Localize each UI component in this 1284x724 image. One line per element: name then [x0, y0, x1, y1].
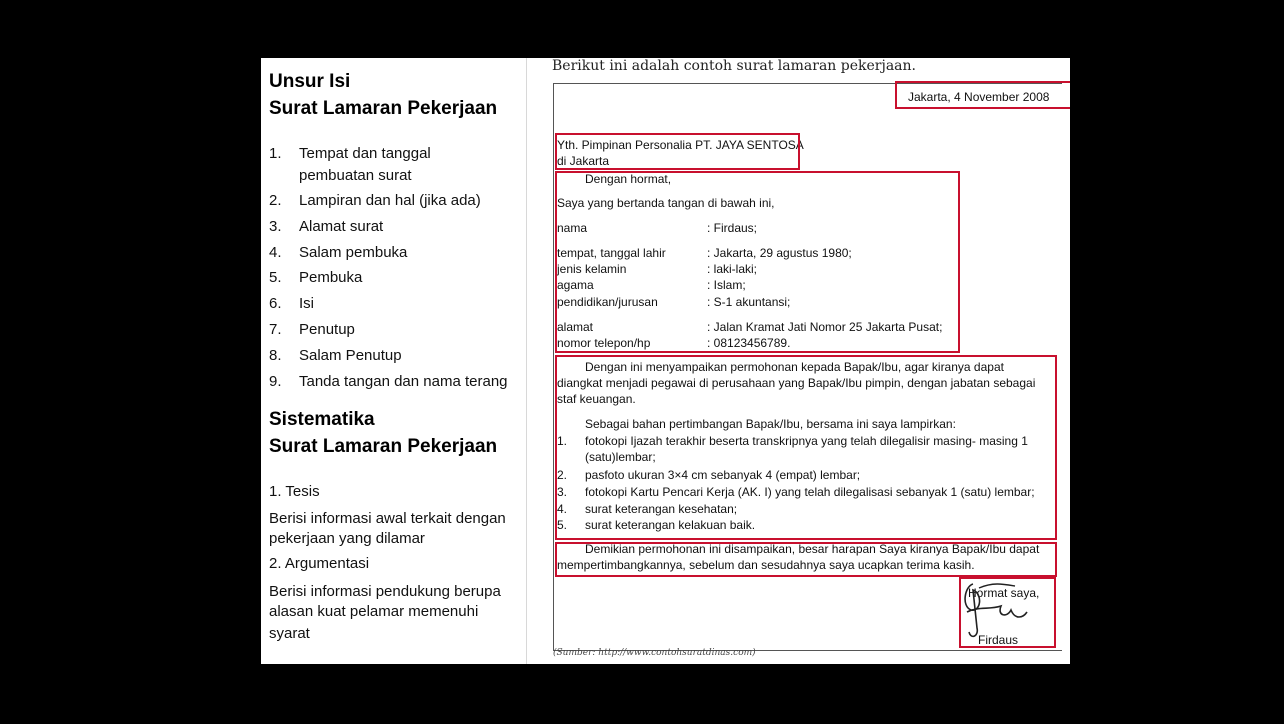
attachment-num: 3.	[557, 485, 568, 499]
letter-opening: Saya yang bertanda tangan di bawah ini,	[557, 196, 775, 210]
attachment-num: 5.	[557, 518, 568, 532]
letter-sample	[553, 83, 1062, 651]
tesis-desc-1: Berisi informasi awal terkait dengan	[269, 510, 506, 527]
field-label: jenis kelamin	[557, 262, 627, 276]
highlight-box-body	[555, 355, 1057, 540]
slide	[261, 58, 1070, 664]
letter-body-2: diangkat menjadi pegawai di perusahaan yang Bapak/Ibu pimpin, dengan jabatan sebagai	[557, 376, 1036, 390]
intro-text: Berikut ini adalah contoh surat lamaran pekerjaan.	[552, 58, 916, 74]
field-label: pendidikan/jurusan	[557, 295, 658, 309]
field-value: : laki-laki;	[707, 262, 758, 276]
argumentasi-desc-2: alasan kuat pelamar memenuhi	[269, 603, 479, 620]
argumentasi-desc-1: Berisi informasi pendukung berupa	[269, 583, 501, 600]
attachment-num: 2.	[557, 468, 568, 482]
attachment-num: 1.	[557, 434, 568, 448]
list-item-cont: pembuatan surat	[299, 167, 412, 184]
highlight-box-signature	[959, 577, 1056, 648]
letter-address-1: Yth. Pimpinan Personalia PT. JAYA SENTOSA	[557, 138, 804, 152]
letter-closing-1: Demikian permohonan ini disampaikan, besar harapan Saya kiranya Bapak/Ibu dapat	[585, 542, 1040, 556]
attachment-item: surat keterangan kesehatan;	[585, 502, 738, 516]
attachment-item: surat keterangan kelakuan baik.	[585, 518, 756, 532]
list-item: 4. Salam pembuka	[269, 244, 408, 261]
field-value: : Jakarta, 29 agustus 1980;	[707, 246, 852, 260]
list-item: 2. Lampiran dan hal (jika ada)	[269, 192, 481, 209]
list-item: 8. Salam Penutup	[269, 347, 402, 364]
field-label: agama	[557, 278, 594, 292]
right-panel	[527, 58, 1070, 664]
tesis-label: 1. Tesis	[269, 483, 320, 500]
highlight-box-address	[555, 133, 800, 170]
attachment-item: fotokopi Ijazah terakhir beserta transkripnya yang telah dilegalisir masing- masing 1	[585, 434, 1028, 448]
field-value: : 08123456789.	[707, 336, 791, 350]
letter-signer: Firdaus	[978, 633, 1019, 647]
highlight-box-opening	[555, 171, 960, 353]
left-panel	[261, 58, 526, 664]
highlight-box-closing	[555, 542, 1057, 577]
list-item: 3. Alamat surat	[269, 218, 384, 235]
list-item: 1. Tempat dan tanggal	[269, 145, 431, 162]
letter-address-2: di Jakarta	[557, 154, 610, 168]
list-item: 9. Tanda tangan dan nama terang	[269, 373, 508, 390]
field-label: alamat	[557, 320, 594, 334]
heading-sistematika: Sistematika	[269, 409, 375, 430]
heading-unsur-isi: Unsur Isi	[269, 71, 351, 92]
argumentasi-desc-3: syarat	[269, 625, 310, 642]
list-item: 5. Pembuka	[269, 269, 363, 286]
source-citation: (Sumber: http://www.contohsuratdinas.com)	[553, 648, 756, 658]
letter-body-1: Dengan ini menyampaikan permohonan kepada Bapak/Ibu, agar kiranya dapat	[585, 360, 1004, 374]
list-item: 6. Isi	[269, 295, 314, 312]
letter-salutation: Hormat saya,	[968, 586, 1040, 600]
field-value: : S-1 akuntansi;	[707, 295, 791, 309]
attachment-item-cont: (satu)lembar;	[585, 450, 656, 464]
field-label: nomor telepon/hp	[557, 336, 651, 350]
field-value: : Islam;	[707, 278, 746, 292]
attachment-item: fotokopi Kartu Pencari Kerja (AK. I) yang telah dilegalisasi sebanyak 1 (satu) lembar;	[585, 485, 1035, 499]
letter-closing-2: mempertimbangkannya, sebelum dan sesudahnya saya ucapkan terima kasih.	[557, 558, 975, 572]
attachment-item: pasfoto ukuran 3×4 cm sebanyak 4 (empat) lembar;	[585, 468, 861, 482]
highlight-box-date	[895, 81, 1070, 109]
letter-body-3: staf keuangan.	[557, 392, 636, 406]
field-label: nama	[557, 221, 588, 235]
field-label: tempat, tanggal lahir	[557, 246, 666, 260]
tesis-desc-2: pekerjaan yang dilamar	[269, 530, 425, 547]
letter-greeting: Dengan hormat,	[585, 172, 672, 186]
list-item: 7. Penutup	[269, 321, 355, 338]
heading-sistematika-sub: Surat Lamaran Pekerjaan	[269, 436, 498, 457]
letter-attach-intro: Sebagai bahan pertimbangan Bapak/Ibu, bersama ini saya lampirkan:	[585, 417, 956, 431]
field-value: : Firdaus;	[707, 221, 758, 235]
field-value: : Jalan Kramat Jati Nomor 25 Jakarta Pusat;	[707, 320, 943, 334]
argumentasi-label: 2. Argumentasi	[269, 555, 370, 572]
heading-unsur-isi-sub: Surat Lamaran Pekerjaan	[269, 98, 498, 119]
attachment-num: 4.	[557, 502, 568, 516]
letter-date: Jakarta, 4 November 2008	[908, 90, 1050, 104]
